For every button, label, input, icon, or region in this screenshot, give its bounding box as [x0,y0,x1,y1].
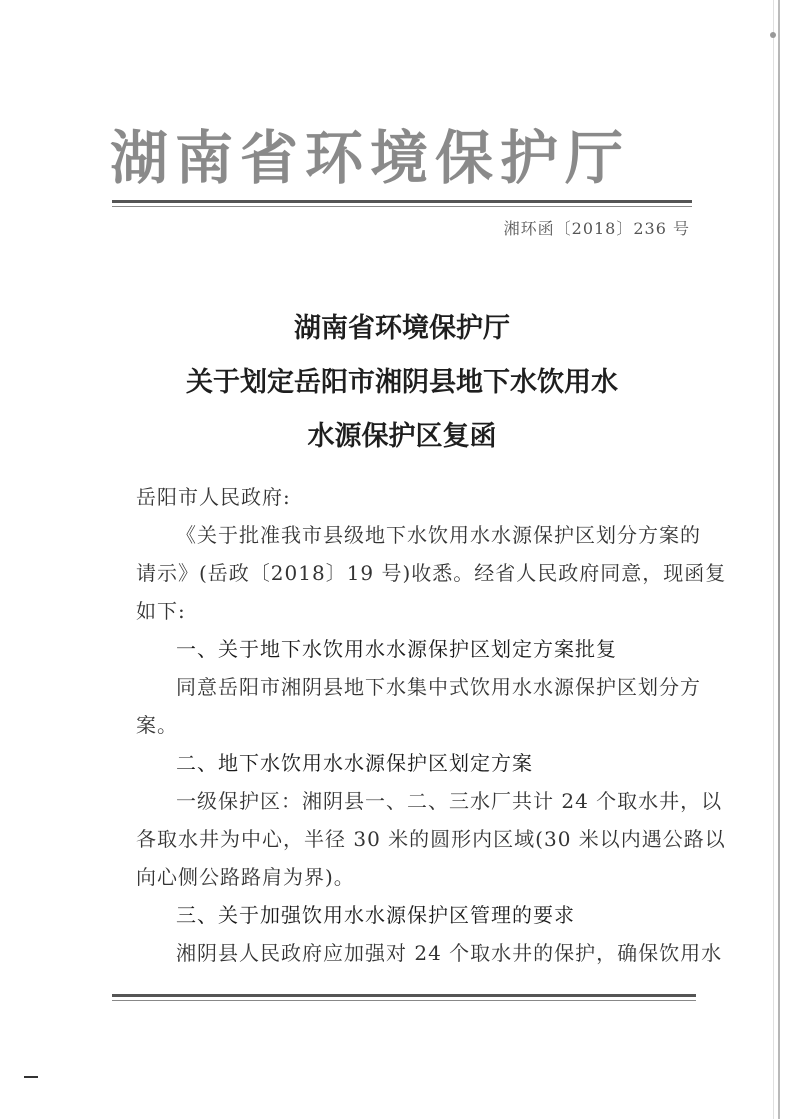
title-line-3: 水源保护区复函 [307,421,497,452]
paragraph-line: 如下: [136,599,186,623]
document-number: 湘环函〔2018〕236 号 [503,219,690,238]
section-heading-1: 一、关于地下水饮用水水源保护区划定方案批复 [176,637,617,661]
title-line-1: 湖南省环境保护厅 [294,313,510,344]
title-line-2: 关于划定岳阳市湘阴县地下水饮用水 [186,367,618,398]
paragraph-line: 案。 [136,713,178,737]
paragraph-line: 一级保护区：湘阴县一、二、三水厂共计 24 个取水井，以 [176,789,723,813]
footer-rule-thin [112,1000,696,1001]
document-body [136,478,727,972]
section-heading-2: 二、地下水饮用水水源保护区划定方案 [176,751,533,775]
paragraph-line: 请示》(岳政〔2018〕19 号)收悉。经省人民政府同意，现函复 [136,561,727,585]
footer-rule-thick [112,994,696,997]
agency-letterhead-title: 湖南省环境保护厅 [110,124,631,192]
scan-speck [770,32,776,38]
scan-edge-line-faint [773,0,774,1119]
salutation: 岳阳市人民政府: [136,485,291,509]
section-heading-3: 三、关于加强饮用水水源保护区管理的要求 [176,903,575,927]
scan-edge-line [778,0,780,1119]
letterhead-rule-thin [112,206,692,207]
paragraph-line: 同意岳阳市湘阴县地下水集中式饮用水水源保护区划分方 [176,675,701,699]
paragraph-line: 《关于批准我市县级地下水饮用水水源保护区划分方案的 [176,523,701,547]
letterhead-rule-thick [112,200,692,203]
paragraph-line: 向心侧公路路肩为界)。 [136,865,355,889]
document-title [112,302,692,464]
paragraph-line: 湘阴县人民政府应加强对 24 个取水井的保护，确保饮用水 [176,941,723,965]
paragraph-line: 各取水井为中心，半径 30 米的圆形内区域(30 米以内遇公路以 [136,827,726,851]
scan-margin-mark [24,1076,38,1078]
